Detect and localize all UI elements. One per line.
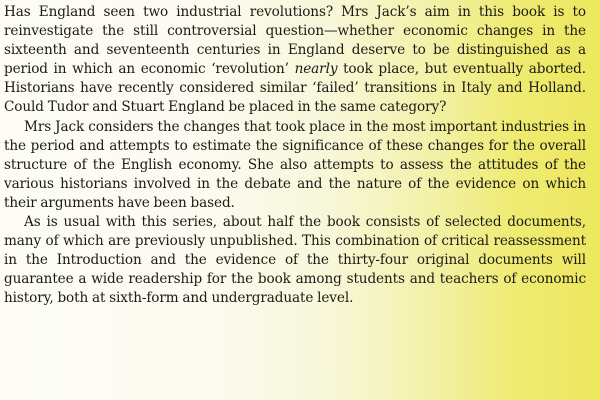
- emphasis-nearly: nearly: [294, 61, 338, 78]
- paragraph-intro-text-2: took place, but eventually aborted. Historians have recently considered similar ‘failed’ transitions in Italy and Holland. Could Tudor and Stuart England be placed in the same category?: [4, 61, 586, 116]
- paragraph-intro-text-1: Has England seen two industrial revolutions? Mrs Jack’s aim in this book is to reinvestigate the still controversial question—whether economic changes in the sixteenth and seventeenth centuries in England deserve to be distinguished as a period in which an economic ‘revolution’: [4, 4, 586, 78]
- paragraph-documents: As is usual with this series, about half the book consists of selected documents, many of which are previously unpublished. This combination of critical reassessment in the Introduction and the evidence of the thirty-four original documents will guarantee a wide readership for the book among students and teachers of economic history, both at sixth-form and undergraduate level.: [4, 214, 586, 307]
- paragraph-industries: Mrs Jack considers the changes that took place in the most important industries in the period and attempts to estimate the significance of these changes for the overall structure of the English economy. She also attempts to assess the attitudes of the various historians involved in the debate and the nature of the evidence on which their arguments have been based.: [4, 118, 586, 211]
- paragraph-intro: [4, 3, 586, 118]
